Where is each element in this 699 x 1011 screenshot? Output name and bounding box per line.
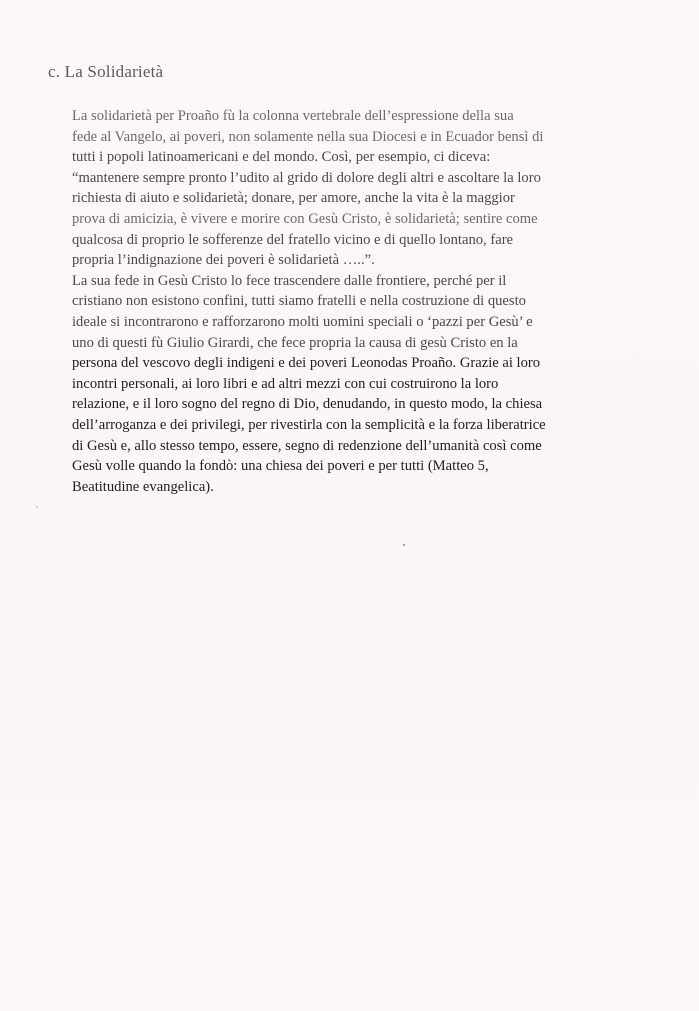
text-line: di Gesù e, allo stesso tempo, essere, segno di redenzione dell’umanità così come (72, 437, 542, 454)
text-line: qualcosa di proprio le sofferenze del fratello vicino e di quello lontano, fare (72, 231, 514, 248)
text-line: uno di questi fù Giulio Girardi, che fece propria la causa di gesù Cristo en la (72, 334, 518, 351)
text-line: Beatitudine evangelica). (72, 478, 214, 495)
text-line: fede al Vangelo, ai poveri, non solamente nella sua Diocesi e in Ecuador bensì di (72, 128, 544, 145)
text-line: propria l’indignazione dei poveri è solidarietà …..”. (72, 252, 375, 269)
text-line: richiesta di aiuto e solidarietà; donare, per amore, anche la vita è la maggior (72, 190, 515, 207)
body-text (72, 106, 672, 497)
text-line: “mantenere sempre pronto l’udito al grido di dolore degli altri e ascoltare la loro (72, 169, 541, 186)
text-line: Gesù volle quando la fondò: una chiesa dei poveri e per tutti (Matteo 5, (72, 458, 489, 475)
text-line: cristiano non esistono confini, tutti siamo fratelli e nella costruzione di questo (72, 293, 526, 310)
text-line: prova di amicizia, è vivere e morire con Gesù Cristo, è solidarietà; sentire come (72, 210, 538, 227)
text-line: dell’arroganza e dei privilegi, per rivestirla con la semplicità e la forza liberatrice (72, 416, 546, 433)
text-line: La sua fede in Gesù Cristo lo fece trascendere dalle frontiere, perché per il (72, 272, 507, 289)
text-line: tutti i popoli latinoamericani e del mondo. Così, per esempio, ci diceva: (72, 149, 491, 166)
text-line: incontri personali, ai loro libri e ad altri mezzi con cui costruirono la loro (72, 375, 499, 392)
scan-speck (36, 506, 38, 508)
text-line: relazione, e il loro sogno del regno di Dio, denudando, in questo modo, la chiesa (72, 396, 543, 413)
section-heading: c. La Solidarietà (48, 62, 164, 81)
text-line: persona del vescovo degli indigeni e dei poveri Leonodas Proaño. Grazie ai loro (72, 355, 541, 372)
text-line: La solidarietà per Proaño fù la colonna vertebrale dell’espressione della sua (72, 108, 514, 124)
scan-speck (403, 544, 405, 546)
text-line: ideale si incontrarono e rafforzarono molti uomini speciali o ‘pazzi per Gesù’ e (72, 313, 533, 330)
